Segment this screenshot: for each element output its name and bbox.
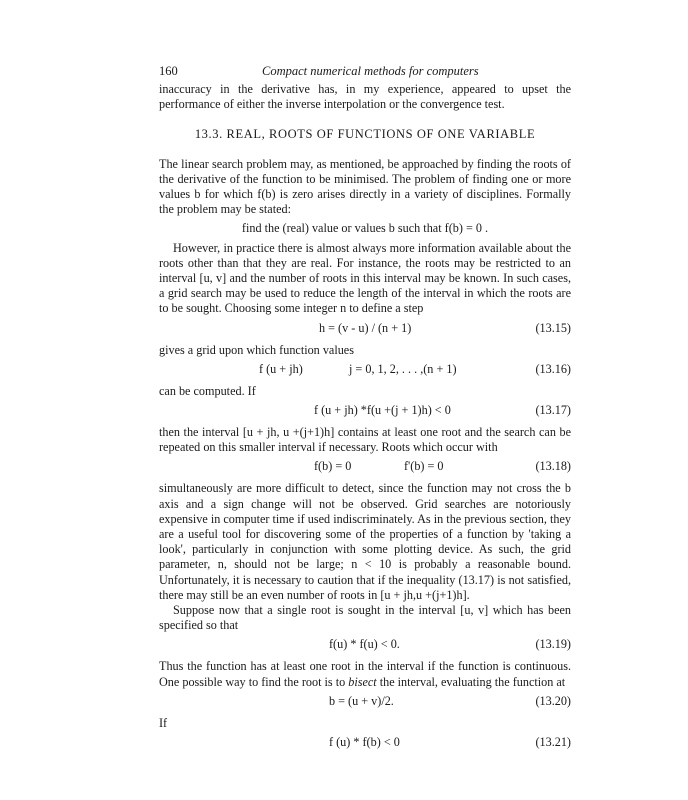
equation-number: (13.16)	[535, 361, 571, 376]
equation-number: (13.20)	[535, 693, 571, 708]
equation-text: f (u) * f(b) < 0	[329, 735, 400, 750]
paragraph-single-root: Suppose now that a single root is sought in the interval [u, v] which has been specified so that	[159, 603, 571, 633]
equation-number: (13.18)	[535, 459, 571, 474]
equation-text: h = (v - u) / (n + 1)	[319, 320, 412, 335]
equation-text: f(u) * f(u) < 0.	[329, 637, 400, 652]
lead-text: If	[159, 715, 168, 730]
bisection-text-a: Thus the function has at least one root in the interval if the function is continuous. One possible way to find the root is to	[159, 659, 571, 689]
section-heading: 13.3. REAL, ROOTS OF FUNCTIONS OF ONE VARIABLE	[194, 127, 536, 142]
equation-13-15	[159, 320, 571, 340]
equation-13-18	[159, 458, 571, 478]
lead-text: can be computed. If	[159, 383, 256, 398]
equation-13-17	[159, 402, 571, 422]
paragraph-bisection	[159, 659, 571, 689]
equation-number: (13.21)	[535, 735, 571, 750]
equation-13-16	[159, 361, 571, 381]
running-title: Compact numerical methods for computers	[262, 64, 479, 78]
equation-right: f'(b) = 0	[404, 459, 444, 474]
equation-text: b = (u + v)/2.	[329, 693, 394, 708]
intro-paragraph: inaccuracy in the derivative has, in my experience, appeared to upset the performance of either the inverse interpolation or the convergence test.	[159, 82, 571, 112]
bisection-text-b: the interval, evaluating the function at	[376, 674, 566, 689]
equation-right: j = 0, 1, 2, . . . ,(n + 1)	[349, 361, 457, 376]
paragraph-grid-search: However, in practice there is almost always more information available about the roots other than that they are real. For instance, the roots may be restricted to an interval [u, v] and the number of roots in this interval may be known. In such cases, a grid search may be used to reduce the length of the interval in which the roots are to be sought. Choosing some integer n to define a step	[159, 240, 571, 316]
page-number: 160	[159, 64, 178, 78]
equation-text: f (u + jh) *f(u +(j + 1)h) < 0	[314, 403, 451, 418]
book-page	[159, 60, 571, 757]
paragraph-interval: then the interval [u + jh, u +(j+1)h] contains at least one root and the search can be repeated on this smaller interval if necessary. Roots which occur with	[159, 425, 571, 455]
bisect-emphasis: bisect	[348, 674, 377, 689]
equation-13-19	[159, 636, 571, 656]
paragraph-grid-caution: simultaneously are more difficult to detect, since the function may not cross the b axis and a sign change will not be observed. Grid searches are notoriously expensive in computer time if used indiscriminately. As in the previous section, they are a useful tool for discovering some of the properties of a function by 'taking a look', particularly in conjunction with some plotting device. As such, the grid parameter, n, should not be large; n < 10 is probably a reasonable bound. Unfortunately, it is necessary to caution that if the inequality (13.17) is not satisfied, there may still be an even number of roots in [u + jh,u +(j+1)h].	[159, 481, 571, 602]
equation-number: (13.15)	[535, 320, 571, 335]
lead-text: gives a grid upon which function values	[159, 342, 354, 357]
problem-statement: find the (real) value or values b such that f(b) = 0 .	[241, 221, 489, 236]
equation-left: f(b) = 0	[314, 459, 352, 474]
equation-13-20	[159, 693, 571, 713]
equation-number: (13.17)	[535, 403, 571, 418]
equation-left: f (u + jh)	[259, 361, 303, 376]
page-header	[159, 60, 571, 82]
equation-13-21	[159, 734, 571, 754]
equation-number: (13.19)	[535, 637, 571, 652]
paragraph-linear-search: The linear search problem may, as mentioned, be approached by finding the roots of the derivative of the function to be minimised. The problem of finding one or more values b for which f(b) is zero arises directly in a variety of disciplines. Formally the problem may be stated:	[159, 156, 571, 217]
